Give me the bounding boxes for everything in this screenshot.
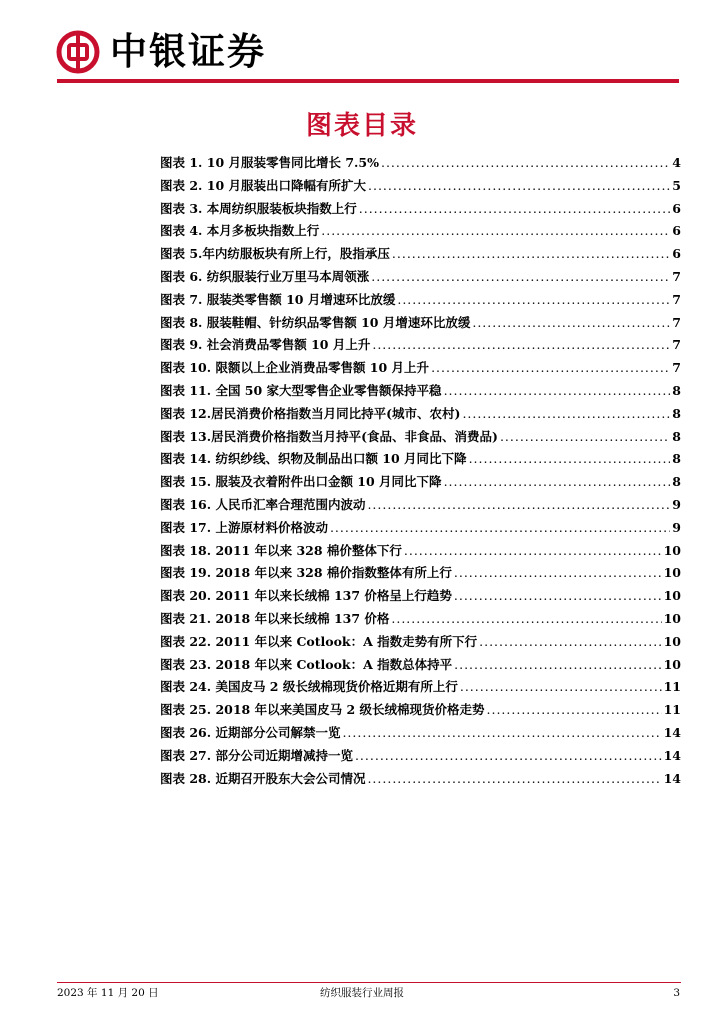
- toc-dot-leader: [404, 540, 662, 563]
- toc-entry-label: 图表 1. 10 月服装零售同比增长 7.5%: [160, 155, 379, 170]
- toc-entry[interactable]: [160, 676, 681, 699]
- toc-entry[interactable]: [160, 631, 681, 654]
- toc-entry-page: 10: [663, 633, 681, 649]
- toc-entry-page: 14: [663, 747, 681, 763]
- toc-entry[interactable]: [160, 517, 681, 540]
- toc-entry-label: 图表 26. 近期部分公司解禁一览: [160, 724, 341, 740]
- toc-dot-leader: [372, 334, 670, 357]
- toc-entry-label: 图表 8. 服装鞋帽、针纺织品零售额 10 月增速环比放缓: [160, 314, 471, 330]
- toc-entry-page: 10: [663, 656, 681, 672]
- toc-dot-leader: [454, 562, 662, 585]
- toc-entry[interactable]: [160, 266, 681, 289]
- footer-report-name: 纺织服装行业周报: [320, 987, 404, 999]
- toc-dot-leader: [359, 198, 671, 221]
- toc-dot-leader: [381, 152, 670, 175]
- toc-entry-label: 图表 27. 部分公司近期增减持一览: [160, 747, 353, 763]
- toc-entry-label: 图表 12.居民消费价格指数当月同比持平(城市、农村): [160, 405, 461, 421]
- toc-dot-leader: [371, 266, 670, 289]
- toc-entry[interactable]: [160, 198, 681, 221]
- toc-dot-leader: [397, 289, 670, 312]
- toc-entry[interactable]: [160, 334, 681, 357]
- brand-name: 中银证券: [110, 30, 266, 73]
- toc-dot-leader: [444, 471, 671, 494]
- toc-entry-label: 图表 28. 近期召开股东大会公司情况: [160, 770, 366, 786]
- toc-entry-label: 图表 22. 2011 年以来 Cotlook：A 指数走势有所下行: [160, 633, 478, 649]
- toc-entry-page: 7: [672, 291, 681, 307]
- toc-dot-leader: [460, 676, 662, 699]
- toc-dot-leader: [321, 220, 670, 243]
- toc-dot-leader: [444, 380, 671, 403]
- toc-entry[interactable]: [160, 494, 681, 517]
- toc-dot-leader: [431, 357, 670, 380]
- toc-entry[interactable]: [160, 585, 681, 608]
- toc-entry[interactable]: [160, 357, 681, 380]
- toc-entry-page: 7: [672, 268, 681, 284]
- toc-entry-label: 图表 15. 服装及衣着附件出口金额 10 月同比下降: [160, 474, 442, 490]
- toc-entry-page: 10: [663, 588, 681, 604]
- toc-entry-label: 图表 7. 服装类零售额 10 月增速环比放缓: [160, 291, 396, 307]
- toc-entry[interactable]: [160, 540, 681, 563]
- toc-dot-leader: [487, 699, 662, 722]
- toc-entry-label: 图表 18. 2011 年以来 328 棉价整体下行: [160, 542, 402, 558]
- toc-entry-label: 图表 21. 2018 年以来长绒棉 137 价格: [160, 610, 390, 626]
- toc-dot-leader: [462, 403, 670, 426]
- toc-entry[interactable]: [160, 289, 681, 312]
- toc-entry-label: 图表 3. 本周纺织服装板块指数上行: [160, 200, 357, 216]
- toc-dot-leader: [367, 494, 670, 517]
- toc-entry[interactable]: [160, 448, 681, 471]
- toc-entry-page: 8: [672, 405, 681, 421]
- toc-entry-page: 4: [672, 155, 681, 170]
- toc-entry-page: 10: [663, 565, 681, 581]
- toc-title: 图表目录: [305, 111, 418, 141]
- toc-entry-page: 10: [663, 542, 681, 558]
- toc-entry-label: 图表 5.年内纺服板块有所上行，股指承压: [160, 246, 390, 262]
- toc-entry-label: 图表 25. 2018 年以来美国皮马 2 级长绒棉现货价格走势: [160, 702, 485, 718]
- toc-entry-label: 图表 14. 纺织纱线、织物及制品出口额 10 月同比下降: [160, 451, 467, 467]
- toc-entry[interactable]: [160, 403, 681, 426]
- toc-entry[interactable]: [160, 243, 681, 266]
- toc-dot-leader: [368, 175, 670, 198]
- toc-entry-label: 图表 2. 10 月服装出口降幅有所扩大: [160, 177, 367, 193]
- toc-dot-leader: [479, 631, 661, 654]
- toc-dot-leader: [392, 243, 670, 266]
- toc-entry[interactable]: [160, 175, 681, 198]
- toc-entry-page: 11: [663, 702, 681, 718]
- toc-entry-page: 6: [672, 246, 681, 262]
- toc-entry-page: 7: [672, 337, 681, 353]
- footer-divider: [57, 982, 681, 983]
- toc-entry-page: 10: [663, 610, 681, 626]
- toc-dot-leader: [391, 608, 661, 631]
- toc-entry-page: 14: [663, 724, 681, 740]
- toc-entry[interactable]: [160, 722, 681, 745]
- toc-entry-label: 图表 19. 2018 年以来 328 棉价指数整体有所上行: [160, 565, 452, 581]
- footer-date: 2023 年 11 月 20 日: [57, 987, 159, 999]
- toc-dot-leader: [367, 768, 661, 791]
- toc-entry-label: 图表 6. 纺织服装行业万里马本周领涨: [160, 268, 370, 284]
- toc-dot-leader: [500, 426, 670, 449]
- toc-entry-page: 8: [672, 382, 681, 398]
- toc-entry-label: 图表 16. 人民币汇率合理范围内波动: [160, 496, 366, 512]
- toc-entry[interactable]: [160, 745, 681, 768]
- toc-entry-page: 6: [672, 223, 681, 239]
- toc-entry[interactable]: [160, 152, 681, 175]
- footer-page-number: 3: [673, 987, 680, 999]
- toc-entry-page: 7: [672, 360, 681, 376]
- toc-entry-page: 8: [672, 474, 681, 490]
- toc-entry[interactable]: [160, 608, 681, 631]
- toc-entry-label: 图表 17. 上游原材料价格波动: [160, 519, 328, 535]
- toc-entry-label: 图表 4. 本月多板块指数上行: [160, 223, 320, 239]
- header-divider: [57, 79, 679, 83]
- toc-dot-leader: [472, 312, 670, 335]
- toc-entry-page: 9: [672, 519, 681, 535]
- toc-entry[interactable]: [160, 471, 681, 494]
- toc-dot-leader: [454, 585, 662, 608]
- toc-entry-page: 6: [672, 200, 681, 216]
- toc-entry-page: 11: [663, 679, 681, 695]
- toc-entry-label: 图表 10. 限额以上企业消费品零售额 10 月上升: [160, 360, 430, 376]
- toc-entry-page: 5: [672, 177, 681, 193]
- toc-entry-page: 9: [672, 496, 681, 512]
- toc-entry[interactable]: [160, 426, 681, 449]
- toc-entry-page: 8: [672, 428, 681, 444]
- toc-entry[interactable]: [160, 768, 681, 791]
- toc-dot-leader: [342, 722, 661, 745]
- toc-dot-leader: [355, 745, 662, 768]
- toc-entry-label: 图表 20. 2011 年以来长绒棉 137 价格呈上行趋势: [160, 588, 452, 604]
- bank-of-china-logo: [56, 30, 100, 74]
- toc-entry[interactable]: [160, 654, 681, 677]
- toc-entry-page: 7: [672, 314, 681, 330]
- toc-entry[interactable]: [160, 562, 681, 585]
- toc-entry-page: 14: [663, 770, 681, 786]
- toc-entry-label: 图表 9. 社会消费品零售额 10 月上升: [160, 337, 371, 353]
- toc-entry[interactable]: [160, 220, 681, 243]
- toc-dot-leader: [330, 517, 670, 540]
- toc-entry-page: 8: [672, 451, 681, 467]
- toc-entry-label: 图表 11. 全国 50 家大型零售企业零售额保持平稳: [160, 382, 442, 398]
- page-header: [0, 0, 724, 90]
- toc-entry-label: 图表 13.居民消费价格指数当月持平(食品、非食品、消费品): [160, 428, 498, 444]
- toc-dot-leader: [469, 448, 671, 471]
- toc-entry[interactable]: [160, 380, 681, 403]
- toc-entry[interactable]: [160, 312, 681, 335]
- toc-entry-label: 图表 24. 美国皮马 2 级长绒棉现货价格近期有所上行: [160, 679, 458, 695]
- toc-dot-leader: [454, 654, 661, 677]
- toc-list: [160, 152, 681, 790]
- toc-entry-label: 图表 23. 2018 年以来 Cotlook：A 指数总体持平: [160, 656, 453, 672]
- toc-entry[interactable]: [160, 699, 681, 722]
